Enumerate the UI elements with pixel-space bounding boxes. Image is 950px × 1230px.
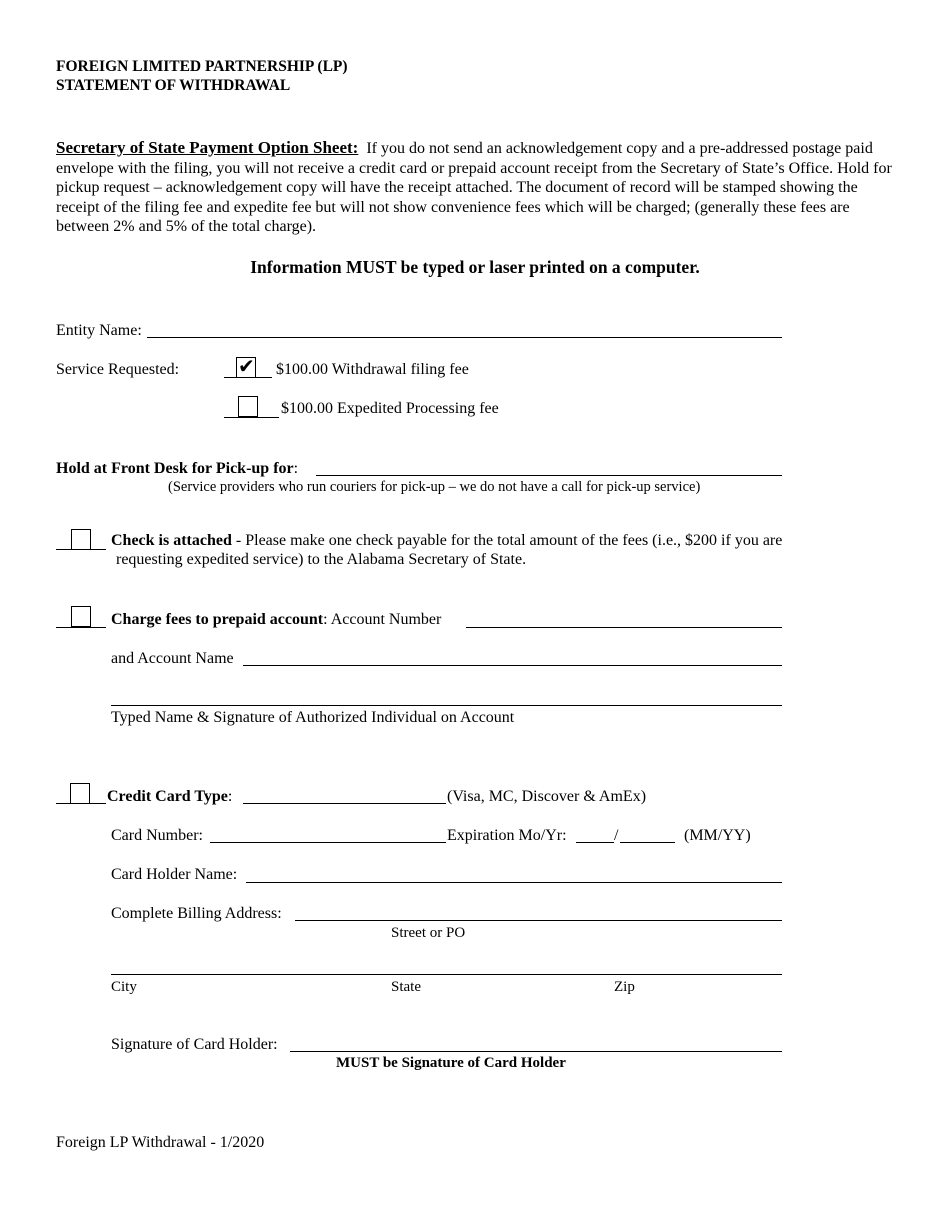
billing-city-state-zip-field[interactable] bbox=[111, 974, 782, 975]
check-attached-heading: Check is attached bbox=[111, 532, 232, 549]
hold-pickup-label bbox=[56, 459, 298, 479]
credit-card-type-colon: : bbox=[227, 788, 233, 805]
expiration-format-note: (MM/YY) bbox=[684, 827, 751, 844]
service-requested-label: Service Requested: bbox=[56, 361, 180, 378]
expiration-slash: / bbox=[614, 827, 619, 844]
hold-pickup-field[interactable] bbox=[316, 475, 782, 476]
payment-option-heading: Secretary of State Payment Option Sheet: bbox=[56, 138, 359, 157]
expiration-label: Expiration Mo/Yr: bbox=[447, 827, 567, 844]
credit-card-type-field[interactable] bbox=[243, 803, 446, 804]
prepaid-blank bbox=[56, 627, 106, 628]
card-holder-name-label: Card Holder Name: bbox=[111, 866, 238, 883]
hold-pickup-colon: : bbox=[293, 460, 299, 477]
expedited-fee-checkbox[interactable] bbox=[238, 396, 258, 417]
check-attached-detail: - Please make one check payable for the total amount of the fees (i.e., $200 if you are bbox=[231, 532, 783, 549]
check-attached-checkbox[interactable] bbox=[71, 529, 91, 550]
hold-pickup-note: (Service providers who run couriers for pick-up – we do not have a call for pick-up service) bbox=[168, 479, 701, 495]
prepaid-account-heading: Charge fees to prepaid account bbox=[111, 611, 324, 628]
billing-street-field[interactable] bbox=[295, 920, 782, 921]
account-number-field[interactable] bbox=[466, 627, 782, 628]
card-number-field[interactable] bbox=[210, 842, 446, 843]
withdrawal-fee-checkbox[interactable] bbox=[236, 357, 256, 378]
entity-name-label: Entity Name: bbox=[56, 322, 142, 339]
billing-address-label: Complete Billing Address: bbox=[111, 905, 282, 922]
check-attached-detail-2: requesting expedited service) to the Alabama Secretary of State. bbox=[116, 551, 527, 568]
form-title-line-1: FOREIGN LIMITED PARTNERSHIP (LP) bbox=[56, 58, 348, 75]
card-holder-name-field[interactable] bbox=[246, 882, 782, 883]
credit-card-types-note: (Visa, MC, Discover & AmEx) bbox=[447, 788, 647, 805]
card-number-label: Card Number: bbox=[111, 827, 203, 844]
hold-pickup-heading: Hold at Front Desk for Pick-up for bbox=[56, 460, 294, 477]
entity-name-field[interactable] bbox=[147, 337, 782, 338]
check-attached-text bbox=[111, 531, 782, 551]
zip-caption: Zip bbox=[614, 979, 635, 995]
street-caption: Street or PO bbox=[391, 925, 466, 941]
account-name-label: and Account Name bbox=[111, 650, 234, 667]
checkmark-icon: ✔ bbox=[238, 356, 255, 378]
form-title bbox=[56, 57, 348, 95]
form-footer: Foreign LP Withdrawal - 1/2020 bbox=[56, 1134, 265, 1151]
state-caption: State bbox=[391, 979, 421, 995]
account-name-field[interactable] bbox=[243, 665, 782, 666]
card-holder-signature-field[interactable] bbox=[290, 1051, 782, 1052]
expiration-year-field[interactable] bbox=[620, 842, 675, 843]
expiration-month-field[interactable] bbox=[576, 842, 614, 843]
expedited-fee-blank bbox=[224, 417, 279, 418]
authorized-signature-caption: Typed Name & Signature of Authorized Individual on Account bbox=[111, 709, 515, 726]
account-number-label: : Account Number bbox=[323, 611, 442, 628]
credit-card-type-label bbox=[107, 787, 232, 807]
card-holder-signature-note: MUST be Signature of Card Holder bbox=[336, 1055, 566, 1071]
payment-option-text: If you do not send an acknowledgement copy and a pre-addressed postage paid envelope with the filing, you will not receive a credit card or prepaid account receipt from the Secretary of State’s Office. Hold for pickup request – acknowledgement copy will have the receipt attached. The document of record will be stamped showing the receipt of the filing fee and expedite fee but will not show convenience fees which will be charged; (generally these fees are between 2% and 5% of the total charge). bbox=[56, 140, 892, 235]
prepaid-account-checkbox[interactable] bbox=[71, 606, 91, 627]
card-holder-signature-label: Signature of Card Holder: bbox=[111, 1036, 278, 1053]
form-title-line-2: STATEMENT OF WITHDRAWAL bbox=[56, 77, 291, 94]
typed-notice: Information MUST be typed or laser printed on a computer. bbox=[250, 257, 700, 277]
prepaid-account-text bbox=[111, 610, 441, 630]
withdrawal-fee-label: $100.00 Withdrawal filing fee bbox=[276, 361, 469, 378]
credit-card-type-heading: Credit Card Type bbox=[107, 788, 228, 805]
city-caption: City bbox=[111, 979, 137, 995]
payment-option-paragraph bbox=[56, 138, 894, 237]
authorized-signature-field[interactable] bbox=[111, 705, 782, 706]
expedited-fee-label: $100.00 Expedited Processing fee bbox=[281, 400, 499, 417]
credit-card-checkbox[interactable] bbox=[70, 783, 90, 804]
